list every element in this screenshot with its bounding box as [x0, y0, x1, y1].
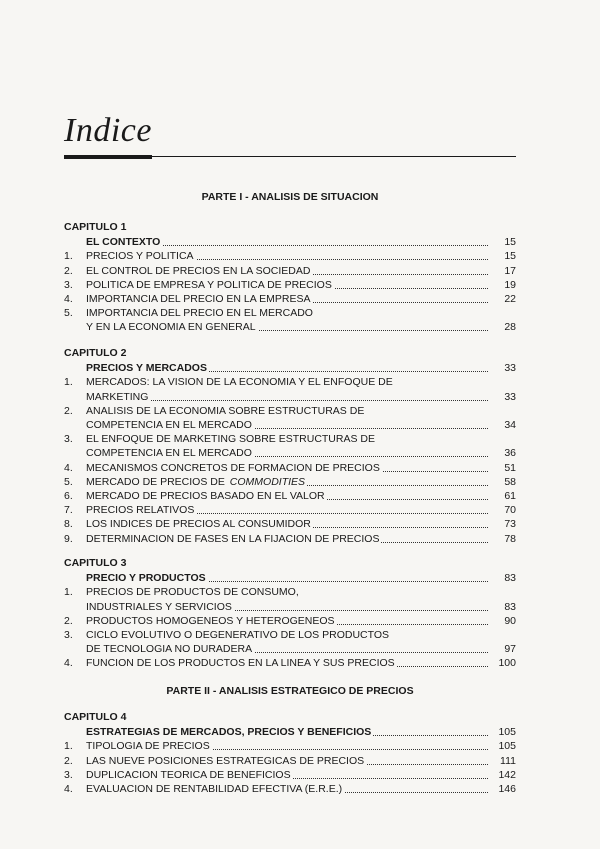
entry-title: [86, 278, 488, 292]
chapter-heading-text: EL CONTEXTO: [86, 236, 161, 249]
toc-entry: [64, 432, 516, 446]
entry-title: [86, 614, 488, 628]
page-number: 111: [500, 754, 516, 767]
page-number: 73: [504, 518, 516, 531]
chapter-heading: [64, 571, 516, 585]
entry-title: [86, 489, 488, 503]
toc-entry-continuation: [64, 600, 516, 614]
entry-text: EL ENFOQUE DE MARKETING SOBRE ESTRUCTURAS DE: [86, 433, 375, 446]
entry-text: DETERMINACION DE FASES EN LA FIJACION DE PRECIOS: [86, 532, 380, 545]
entry-text: LOS INDICES DE PRECIOS AL CONSUMIDOR: [86, 518, 311, 531]
page-number: 33: [504, 362, 516, 375]
entry-title: [86, 264, 488, 278]
entry-title: [86, 600, 488, 614]
page-number: 17: [504, 264, 516, 277]
entry-number: 8.: [64, 518, 73, 531]
toc-entry-continuation: [64, 390, 516, 404]
entry-text: MERCADO DE PRECIOS BASADO EN EL VALOR: [86, 490, 325, 502]
chapter-heading-title: [86, 235, 488, 249]
entry-title: [86, 249, 488, 263]
entry-number: 3.: [64, 768, 73, 781]
chapter-heading: [64, 235, 516, 249]
part-heading: PARTE I - ANALISIS DE SITUACION: [201, 191, 379, 203]
page-number: 90: [504, 614, 516, 627]
entry-title: [86, 418, 488, 432]
entry-number: 1.: [64, 250, 73, 263]
toc-entry: [64, 656, 516, 670]
page-number: 19: [504, 278, 516, 291]
entry-number: 2.: [64, 404, 73, 417]
page-number: 15: [504, 236, 516, 249]
entry-number: 9.: [64, 532, 73, 545]
page-title: Indice: [64, 112, 152, 149]
entry-title: [86, 446, 488, 460]
chapter-heading: [64, 361, 516, 375]
page-number: 70: [504, 504, 516, 517]
entry-title: [86, 782, 488, 796]
toc-entry: [64, 532, 516, 546]
entry-number: 1.: [64, 586, 73, 599]
chapter-heading-text: PRECIO Y PRODUCTOS: [86, 572, 206, 585]
page-number: 105: [498, 726, 516, 739]
entry-text: PRECIOS DE PRODUCTOS DE CONSUMO,: [86, 586, 299, 599]
toc-entry: [64, 278, 516, 292]
entry-title: [86, 475, 488, 489]
entry-text: LAS NUEVE POSICIONES ESTRATEGICAS DE PRECIOS: [86, 754, 365, 767]
page-number: 36: [504, 447, 516, 460]
entry-title: [86, 390, 488, 404]
entry-text: CICLO EVOLUTIVO O DEGENERATIVO DE LOS PRODUCTOS: [86, 629, 390, 641]
entry-text: EL CONTROL DE PRECIOS EN LA SOCIEDAD: [86, 264, 311, 277]
entry-text: PRODUCTOS HOMOGENEOS Y HETEROGENEOS: [86, 614, 335, 627]
chapter-label: CAPITULO 1: [64, 221, 127, 233]
entry-text: DE TECNOLOGIA NO DURADERA: [86, 643, 253, 656]
toc-entry: [64, 461, 516, 475]
entry-text: IMPORTANCIA DEL PRECIO EN LA EMPRESA: [86, 293, 311, 305]
toc-entry-continuation: [64, 446, 516, 460]
toc-entry: [64, 264, 516, 278]
entry-title: [86, 375, 488, 389]
entry-title: [86, 306, 488, 320]
entry-text: EVALUACION DE RENTABILIDAD EFECTIVA (E.R.E.): [86, 783, 343, 795]
entry-title: [86, 754, 488, 768]
entry-title: [86, 585, 488, 599]
page-number: 28: [504, 321, 516, 334]
page-number: 78: [504, 532, 516, 545]
chapter-heading-title: [86, 571, 488, 585]
page-number: 58: [504, 475, 516, 488]
title-rule-thin: [152, 156, 516, 157]
entry-title: [86, 656, 488, 670]
page-number: 83: [504, 600, 516, 613]
title-rule-thick: [64, 155, 152, 159]
toc-entry: [64, 585, 516, 599]
toc-entry: [64, 517, 516, 531]
entry-number: 3.: [64, 433, 73, 446]
entry-number: 4.: [64, 461, 73, 474]
toc-entry: [64, 292, 516, 306]
chapter-label: CAPITULO 2: [64, 347, 127, 359]
entry-number: 5.: [64, 475, 73, 488]
toc-entry-continuation: [64, 642, 516, 656]
chapter-heading-title: [86, 361, 488, 375]
chapter-label: CAPITULO 3: [64, 557, 127, 569]
toc-entry: [64, 739, 516, 753]
page-number: 83: [504, 572, 516, 585]
toc-entry: [64, 768, 516, 782]
toc-entry: [64, 489, 516, 503]
chapter-heading: [64, 725, 516, 739]
entry-text: ANALISIS DE LA ECONOMIA SOBRE ESTRUCTURAS DE: [86, 404, 365, 417]
entry-text: MECANISMOS CONCRETOS DE FORMACION DE PRECIOS: [86, 461, 380, 474]
toc-entry: [64, 754, 516, 768]
entry-number: 4.: [64, 293, 73, 305]
entry-number: 1.: [64, 740, 73, 753]
entry-number: 4.: [64, 657, 73, 670]
toc-entry: [64, 306, 516, 320]
entry-title: [86, 532, 488, 546]
entry-title: [86, 461, 488, 475]
toc-entry: [64, 503, 516, 517]
entry-text: MERCADO DE PRECIOS DE: [86, 475, 228, 488]
toc-entry-continuation: [64, 320, 516, 334]
entry-text: POLITICA DE EMPRESA Y POLITICA DE PRECIOS: [86, 278, 332, 291]
toc-entry-continuation: [64, 418, 516, 432]
page-number: 15: [504, 250, 516, 263]
entry-title: [86, 768, 488, 782]
page-number: 51: [504, 461, 516, 474]
entry-text: PRECIOS RELATIVOS: [86, 504, 195, 517]
entry-number: 4.: [64, 783, 73, 795]
toc-entry: [64, 375, 516, 389]
entry-title: [86, 292, 488, 306]
entry-number: 7.: [64, 504, 73, 517]
page-number: 61: [504, 490, 516, 502]
entry-number: 6.: [64, 490, 73, 502]
toc-entry: [64, 475, 516, 489]
entry-text: COMPETENCIA EN EL MERCADO: [86, 447, 252, 460]
part-heading: PARTE II - ANALISIS ESTRATEGICO DE PRECIOS: [166, 685, 414, 697]
chapter-heading-text: PRECIOS Y MERCADOS: [86, 362, 207, 375]
page-number: 142: [498, 768, 516, 781]
chapter-heading-title: [86, 725, 488, 739]
entry-title: [86, 320, 488, 334]
entry-text: FUNCION DE LOS PRODUCTOS EN LA LINEA Y SUS PRECIOS: [86, 657, 395, 670]
entry-title: [86, 642, 488, 656]
entry-title: [86, 628, 488, 642]
entry-title: [86, 503, 488, 517]
entry-number: 2.: [64, 264, 73, 277]
page-number: 34: [504, 419, 516, 431]
entry-text: TIPOLOGIA DE PRECIOS: [86, 740, 210, 753]
entry-text: COMPETENCIA EN EL MERCADO: [86, 419, 252, 431]
entry-italic-text: COMMODITIES: [229, 475, 306, 488]
entry-number: 2.: [64, 614, 73, 627]
entry-number: 3.: [64, 278, 73, 291]
toc-entry: [64, 614, 516, 628]
page-number: 33: [504, 390, 516, 403]
entry-text: INDUSTRIALES Y SERVICIOS: [86, 600, 232, 613]
entry-text: IMPORTANCIA DEL PRECIO EN EL MERCADO: [86, 307, 313, 320]
entry-title: [86, 517, 488, 531]
toc-entry: [64, 782, 516, 796]
entry-text: DUPLICACION TEORICA DE BENEFICIOS: [86, 768, 291, 781]
chapter-label: CAPITULO 4: [64, 711, 127, 723]
page-number: 146: [498, 783, 516, 795]
page-number: 100: [498, 657, 516, 670]
toc-entry: [64, 404, 516, 418]
entry-title: [86, 739, 488, 753]
entry-text: MERCADOS: LA VISION DE LA ECONOMIA Y EL ENFOQUE DE: [86, 376, 393, 389]
entry-number: 1.: [64, 376, 73, 389]
entry-title: [86, 432, 488, 446]
entry-number: 3.: [64, 629, 73, 641]
chapter-heading-text: ESTRATEGIAS DE MERCADOS, PRECIOS Y BENEFICIOS: [86, 726, 372, 739]
page-number: 105: [498, 740, 516, 753]
toc-entry: [64, 628, 516, 642]
entry-text: MARKETING: [86, 390, 149, 403]
page-number: 22: [504, 293, 516, 305]
entry-title: [86, 404, 488, 418]
entry-text: Y EN LA ECONOMIA EN GENERAL: [86, 321, 256, 334]
page-number: 97: [504, 643, 516, 656]
entry-number: 2.: [64, 754, 73, 767]
entry-number: 5.: [64, 307, 73, 320]
toc-entry: [64, 249, 516, 263]
entry-text: PRECIOS Y POLITICA: [86, 250, 194, 263]
